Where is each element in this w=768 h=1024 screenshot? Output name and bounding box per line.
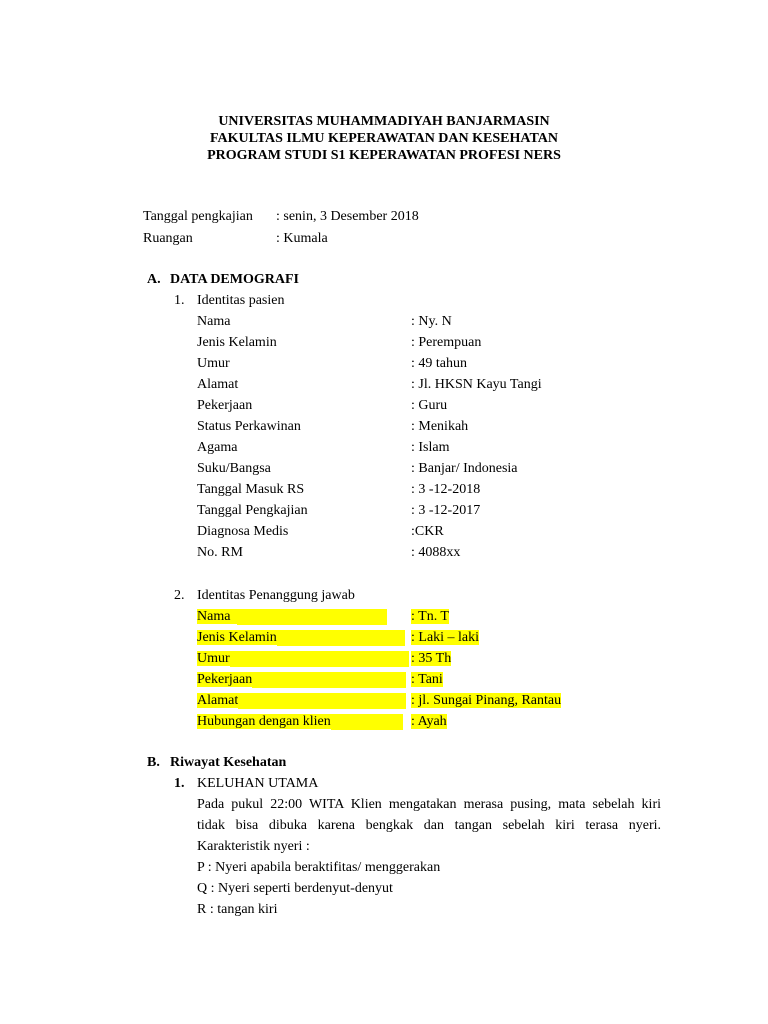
highlight-gap <box>252 672 406 688</box>
guardian-label-text: Umur <box>197 651 230 666</box>
meta-value-room: : Kumala <box>276 231 328 246</box>
sub1-number: 1. <box>174 293 185 308</box>
patient-value: : Perempuan <box>411 335 482 350</box>
guardian-label <box>197 651 409 668</box>
patient-label: Nama <box>197 314 231 329</box>
guardian-value-text: : Ayah <box>411 714 447 729</box>
patient-value: : Guru <box>411 398 448 413</box>
patient-value: : Banjar/ Indonesia <box>411 461 518 476</box>
complaint-paragraph-line: tidak bisa dibuka karena bengkak dan tangan sebelah kiri terasa nyeri. <box>197 818 661 833</box>
header-faculty: FAKULTAS ILMU KEPERAWATAN DAN KESEHATAN <box>210 131 558 146</box>
sub-b1-number: 1. <box>174 776 185 791</box>
patient-label: Alamat <box>197 377 239 392</box>
patient-value: : Jl. HKSN Kayu Tangi <box>411 377 542 392</box>
guardian-value-text: : 35 Th <box>411 651 452 666</box>
guardian-label-text: Pekerjaan <box>197 672 253 687</box>
guardian-value <box>411 609 449 626</box>
guardian-value-text: : Laki – laki <box>411 630 480 645</box>
highlight-gap <box>238 693 406 709</box>
sub-b1-title: KELUHAN UTAMA <box>197 776 319 791</box>
sub2-title: Identitas Penanggung jawab <box>197 588 355 603</box>
section-b-title: Riwayat Kesehatan <box>170 755 287 770</box>
guardian-value-text: : Tn. T <box>411 609 449 624</box>
guardian-label <box>197 714 403 731</box>
highlight-gap <box>237 609 387 625</box>
patient-value: : Ny. N <box>411 314 452 329</box>
section-b-marker: B. <box>147 755 160 770</box>
complaint-paragraph-line: Pada pukul 22:00 WITA Klien mengatakan merasa pusing, mata sebelah kiri <box>197 797 661 812</box>
guardian-label-text: Jenis Kelamin <box>197 630 277 645</box>
guardian-label-text: Hubungan dengan klien <box>197 714 331 729</box>
patient-value: : Islam <box>411 440 450 455</box>
patient-value: : 3 -12-2018 <box>411 482 481 497</box>
guardian-value-text: : Tani <box>411 672 443 687</box>
pain-quality: Q : Nyeri seperti berdenyut-denyut <box>197 881 393 896</box>
highlight-gap <box>331 714 403 730</box>
patient-label: Tanggal Pengkajian <box>197 503 308 518</box>
patient-label: Jenis Kelamin <box>197 335 277 350</box>
meta-value-date: : senin, 3 Desember 2018 <box>276 209 419 224</box>
patient-label: Agama <box>197 440 238 455</box>
pain-region: R : tangan kiri <box>197 902 278 917</box>
guardian-value <box>411 672 443 689</box>
highlight-gap <box>230 651 409 667</box>
guardian-value <box>411 693 561 710</box>
guardian-label <box>197 630 405 647</box>
patient-label: Suku/Bangsa <box>197 461 271 476</box>
guardian-label <box>197 672 406 689</box>
patient-value: : 3 -12-2017 <box>411 503 481 518</box>
patient-label: No. RM <box>197 545 243 560</box>
patient-label: Diagnosa Medis <box>197 524 289 539</box>
guardian-value-text: : jl. Sungai Pinang, Rantau <box>411 693 562 708</box>
patient-value: :CKR <box>411 524 444 539</box>
patient-label: Tanggal Masuk RS <box>197 482 305 497</box>
guardian-value <box>411 630 479 647</box>
guardian-label-text: Nama <box>197 609 239 624</box>
guardian-label <box>197 609 387 626</box>
patient-label: Umur <box>197 356 230 371</box>
patient-label: Pekerjaan <box>197 398 253 413</box>
sub2-number: 2. <box>174 588 185 603</box>
guardian-value <box>411 651 451 668</box>
patient-value: : Menikah <box>411 419 469 434</box>
guardian-label-text: Alamat <box>197 693 239 708</box>
sub1-title: Identitas pasien <box>197 293 285 308</box>
guardian-label <box>197 693 406 710</box>
header-program: PROGRAM STUDI S1 KEPERAWATAN PROFESI NERS <box>207 148 561 163</box>
patient-label: Status Perkawinan <box>197 419 301 434</box>
pain-provocation: P : Nyeri apabila beraktifitas/ menggerakan <box>197 860 441 875</box>
highlight-gap <box>277 630 405 646</box>
patient-value: : 49 tahun <box>411 356 467 371</box>
meta-label-room: Ruangan <box>143 231 193 246</box>
header-university: UNIVERSITAS MUHAMMADIYAH BANJARMASIN <box>218 114 550 129</box>
meta-label-date: Tanggal pengkajian <box>143 209 253 224</box>
pain-characteristics-heading: Karakteristik nyeri : <box>197 839 310 854</box>
guardian-value <box>411 714 447 731</box>
section-a-title: DATA DEMOGRAFI <box>170 272 299 287</box>
section-a-marker: A. <box>147 272 161 287</box>
patient-value: : 4088xx <box>411 545 461 560</box>
